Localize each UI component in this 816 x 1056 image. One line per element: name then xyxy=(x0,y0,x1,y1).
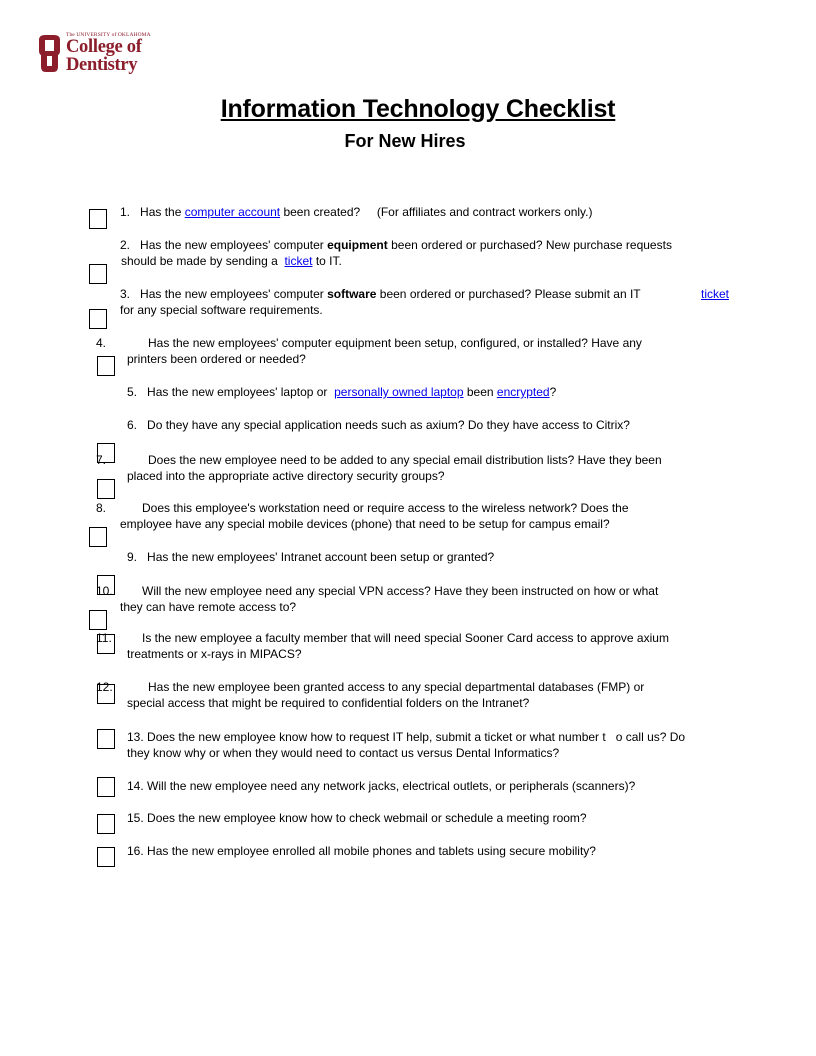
list-item-7: Does the new employee need to be added to any special email distribution lists? Have they been xyxy=(148,453,662,467)
computer-account-link[interactable]: computer account xyxy=(184,205,281,219)
list-item-12-line2: special access that might be required to confidential folders on the Intranet? xyxy=(127,696,530,710)
checkbox-item-10b[interactable] xyxy=(89,610,107,630)
item-4-number: 4. xyxy=(96,336,107,350)
ticket-link-1[interactable]: ticket xyxy=(284,254,313,268)
checkbox-item-3[interactable] xyxy=(89,309,107,329)
list-item-16: 16. Has the new employee enrolled all mobile phones and tablets using secure mobility? xyxy=(127,844,596,858)
item-7-number: 7. xyxy=(96,453,107,467)
checkbox-item-13[interactable] xyxy=(97,729,115,749)
checkbox-item-2[interactable] xyxy=(89,264,107,284)
list-item-2: 2. Has the new employees' computer equipment been ordered or purchased? New purchase requests xyxy=(120,238,672,252)
item-8-number: 8. xyxy=(96,501,107,515)
list-item-13: 13. Does the new employee know how to request IT help, submit a ticket or what number t o call us? Do xyxy=(127,730,686,744)
checkbox-item-14[interactable] xyxy=(97,777,115,797)
list-item-11-line2: treatments or x-rays in MIPACS? xyxy=(127,647,302,661)
list-item-9: 9. Has the new employees' Intranet account been setup or granted? xyxy=(127,550,495,564)
encrypted-link[interactable]: encrypted xyxy=(496,385,550,399)
list-item-8: Does this employee's workstation need or require access to the wireless network? Does the xyxy=(142,501,629,515)
list-item-3: 3. Has the new employees' computer software been ordered or purchased? Please submit an IT xyxy=(120,287,641,301)
item-11-number: 11. xyxy=(96,631,112,645)
list-item-10: Will the new employee need any special VPN access? Have they been instructed on how or what xyxy=(142,584,659,598)
page-subtitle: For New Hires xyxy=(344,131,466,151)
list-item-3-line2: for any special software requirements. xyxy=(120,303,323,317)
list-item-14: 14. Will the new employee need any network jacks, electrical outlets, or peripherals (scanners)? xyxy=(127,779,636,793)
list-item-13-line2: they know why or when they would need to contact us versus Dental Informatics? xyxy=(127,746,560,760)
list-item-5: 5. Has the new employees' laptop or personally owned laptop been encrypted? xyxy=(127,385,557,399)
list-item-4-line2: printers been ordered or needed? xyxy=(127,352,306,366)
list-item-2-line2: should be made by sending a ticket to IT. xyxy=(121,254,342,268)
list-item-1: 1. Has the computer account been created? (For affiliates and contract workers only.) xyxy=(120,205,593,219)
list-item-8-line2: employee have any special mobile devices (phone) that need to be setup for campus email? xyxy=(120,517,610,531)
logo-university-line: The UNIVERSITY of OKLAHOMA xyxy=(66,32,151,38)
checkbox-item-7b[interactable] xyxy=(97,479,115,499)
list-item-12: Has the new employee been granted access to any special departmental databases (FMP) or xyxy=(148,680,645,694)
list-item-4: Has the new employees' computer equipment been setup, configured, or installed? Have any xyxy=(148,336,642,350)
list-item-10-line2: they can have remote access to? xyxy=(120,600,297,614)
ticket-link-2[interactable]: ticket xyxy=(701,287,730,301)
checkbox-item-15[interactable] xyxy=(97,814,115,834)
item-12-number: 12. xyxy=(96,680,113,694)
item-10-number: 10. xyxy=(96,584,113,598)
list-item-7-line2: placed into the appropriate active directory security groups? xyxy=(127,469,445,483)
personally-owned-laptop-link[interactable]: personally owned laptop xyxy=(334,385,464,399)
ou-monogram-icon xyxy=(36,34,63,74)
page-title: Information Technology Checklist xyxy=(220,95,616,123)
college-logo xyxy=(36,32,156,78)
checkbox-item-4[interactable] xyxy=(97,356,115,376)
list-item-6: 6. Do they have any special application needs such as axium? Do they have access to Citrix? xyxy=(127,418,630,432)
logo-dentistry-line: Dentistry xyxy=(66,55,138,75)
checkbox-item-8[interactable] xyxy=(89,527,107,547)
checkbox-item-16[interactable] xyxy=(97,847,115,867)
logo-college-line: College of xyxy=(66,37,142,57)
list-item-11: Is the new employee a faculty member that will need special Sooner Card access to approve axium xyxy=(142,631,669,645)
checkbox-item-1[interactable] xyxy=(89,209,107,229)
list-item-15: 15. Does the new employee know how to check webmail or schedule a meeting room? xyxy=(127,811,587,825)
